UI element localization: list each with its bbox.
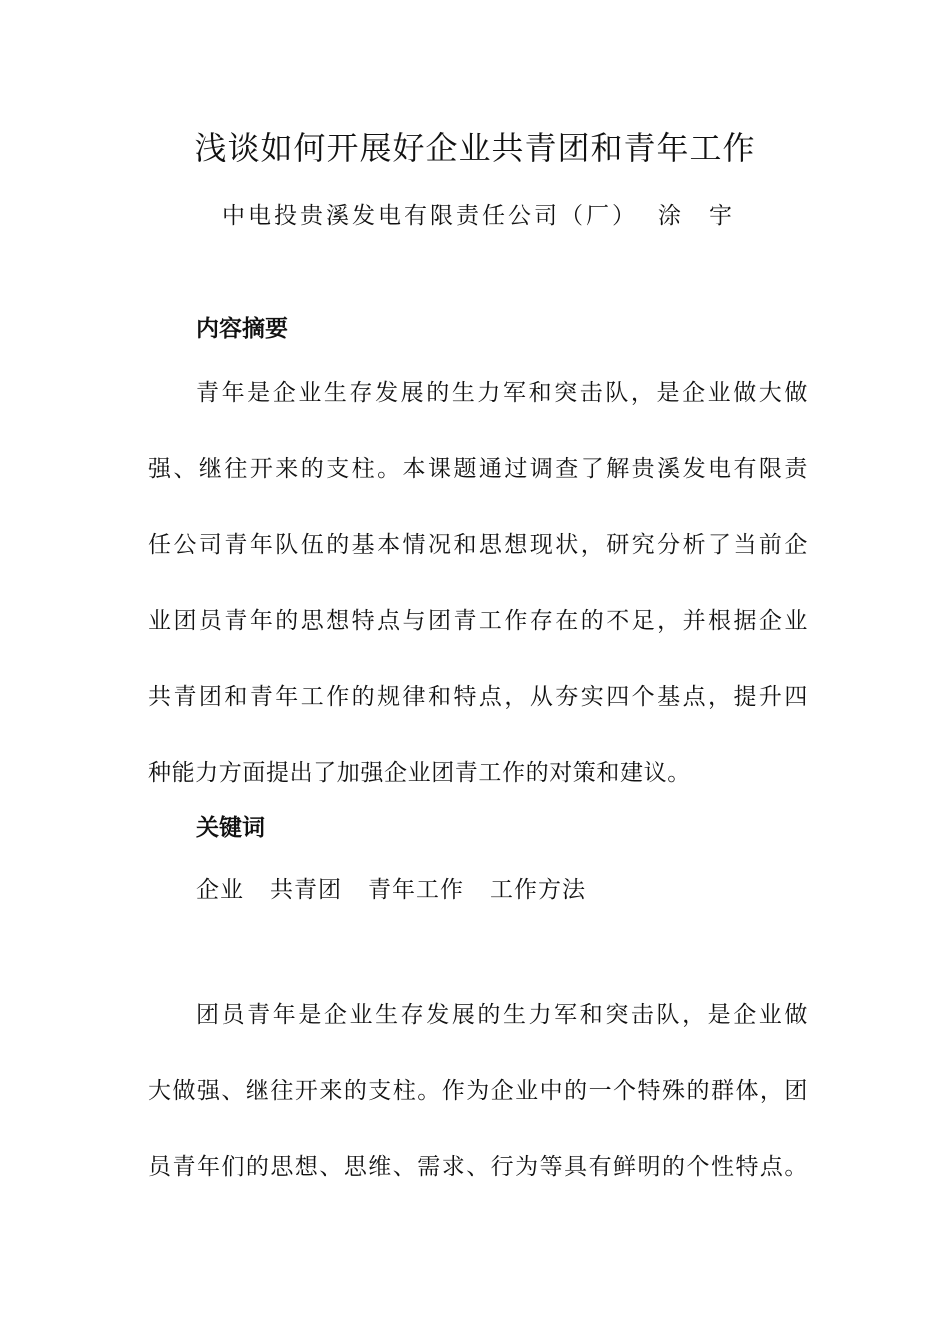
body-line: 大做强、继往开来的支柱。作为企业中的一个特殊的群体，团: [148, 1078, 808, 1104]
abstract-line: 种能力方面提出了加强企业团青工作的对策和建议。: [148, 760, 691, 786]
body-line: 团员青年是企业生存发展的生力军和突击队，是企业做: [196, 1002, 808, 1028]
abstract-heading: 内容摘要: [196, 315, 288, 342]
keywords-list: [196, 872, 612, 908]
byline: [222, 198, 760, 234]
abstract-paragraph: [148, 355, 808, 811]
keyword-item: 青年工作: [368, 877, 464, 903]
body-line: 员青年们的思想、思维、需求、行为等具有鲜明的个性特点。: [148, 1154, 808, 1180]
abstract-line: 业团员青年的思想特点与团青工作存在的不足，并根据企业: [148, 608, 808, 634]
abstract-line: 共青团和青年工作的规律和特点，从夯实四个基点，提升四: [148, 684, 808, 710]
abstract-line: 任公司青年队伍的基本情况和思想现状，研究分析了当前企: [148, 532, 808, 558]
abstract-line: 强、继往开来的支柱。本课题通过调查了解贵溪发电有限责: [148, 456, 808, 482]
keywords-heading: 关键词: [196, 814, 265, 841]
byline-author: 涂宇: [658, 203, 760, 229]
byline-organization: 中电投贵溪发电有限责任公司（厂）: [222, 203, 638, 229]
keyword-item: 共青团: [270, 877, 342, 903]
document-title: 浅谈如何开展好企业共青团和青年工作: [194, 129, 756, 167]
abstract-line: 青年是企业生存发展的生力军和突击队，是企业做大做: [196, 380, 808, 406]
keyword-item: 企业: [196, 877, 244, 903]
keyword-item: 工作方法: [490, 877, 586, 903]
body-paragraph: [148, 977, 808, 1205]
